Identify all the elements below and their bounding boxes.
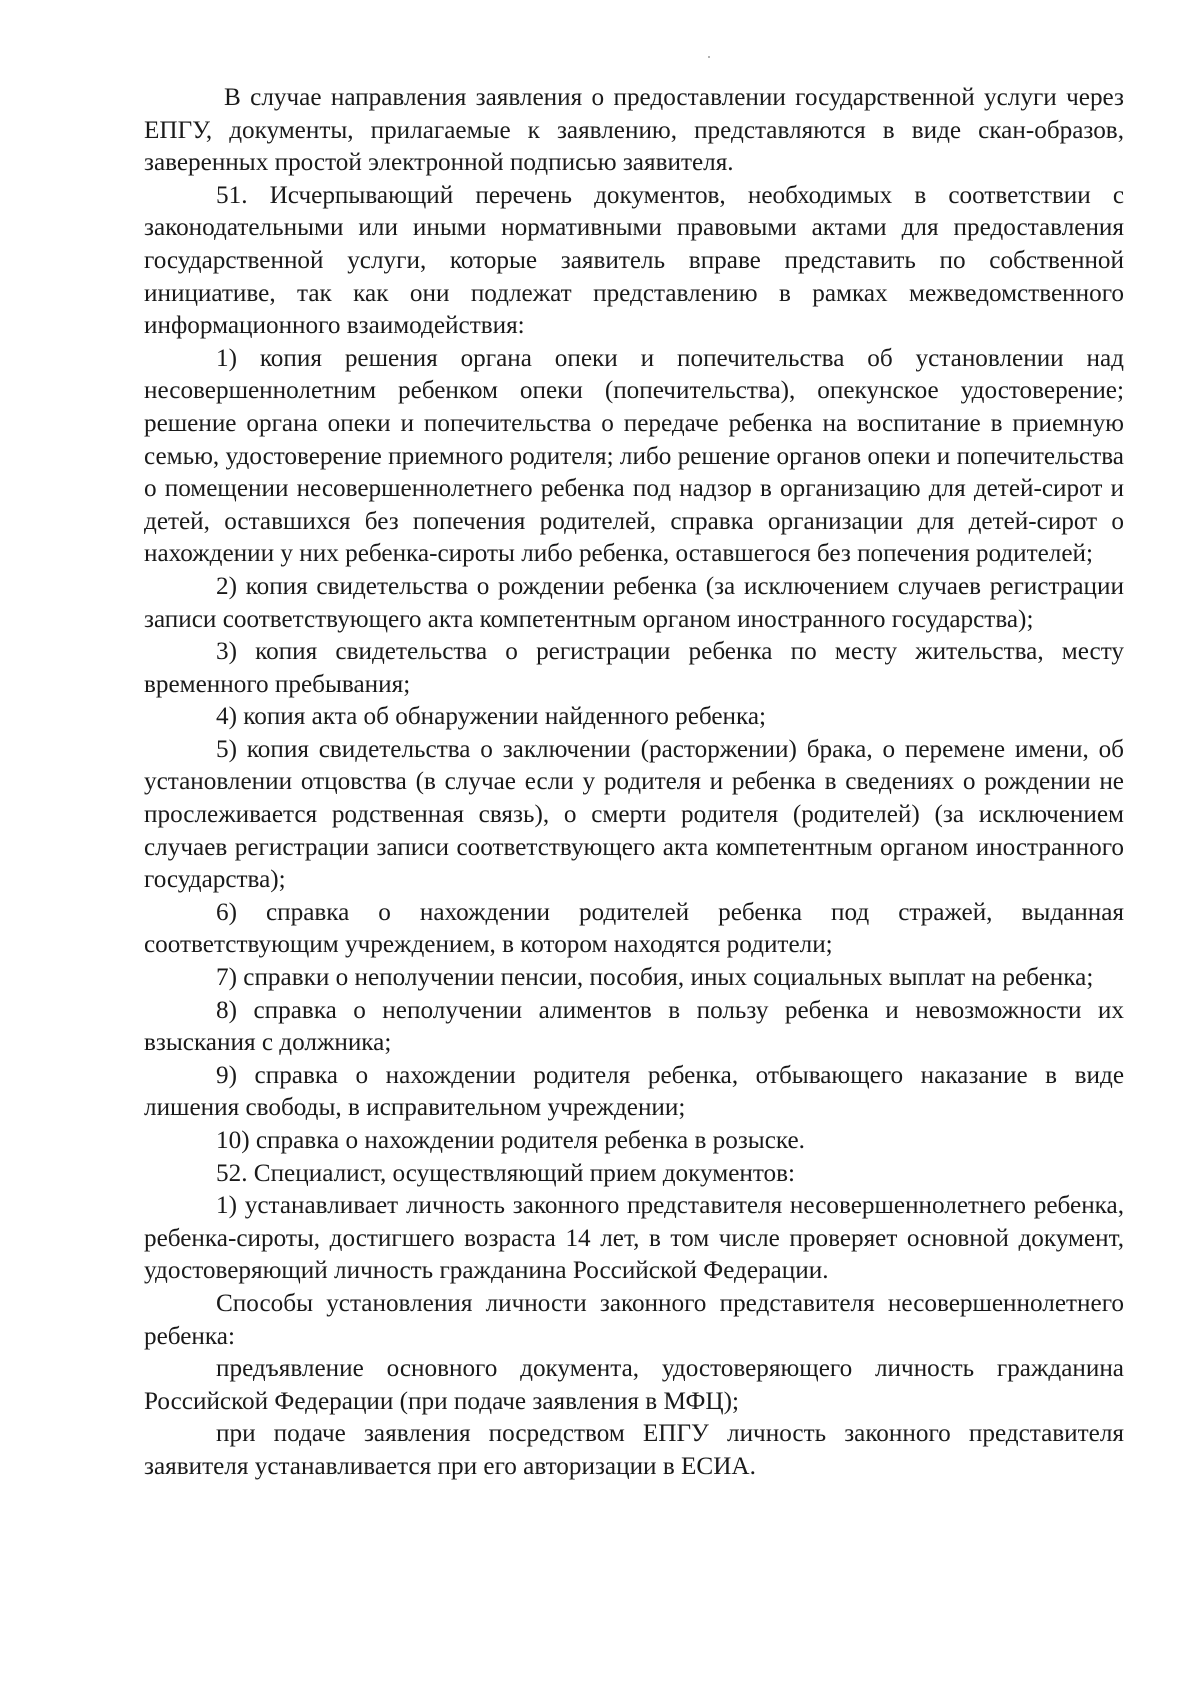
paragraph-mfc-method: предъявление основного документа, удостоверяющего личность гражданина Российской Федерации (при подаче заявления в МФЦ); <box>144 1355 1124 1415</box>
paragraph-identity-methods: Способы установления личности законного представителя несовершеннолетнего ребенка: <box>144 1289 1124 1350</box>
list-item-5-marriage-certificate: 5) копия свидетельства о заключении (расторжении) брака, о перемене имени, об установлении отцовства (в случае если у родителя и ребенка в сведениях о рождении не прослеживается родственная связь), о смерти родителя (родителей) (за исключением случаев регистрации записи соответствующего акта компетентным органом иностранного государства); <box>144 735 1124 894</box>
list-item-9-imprisonment: 9) справка о нахождении родителя ребенка, отбывающего наказание в виде лишения свободы, в исправительном учреждении; <box>144 1061 1124 1122</box>
list-item-6-custody: 6) справка о нахождении родителей ребенка под стражей, выданная соответствующим учреждением, в котором находятся родители; <box>144 898 1124 959</box>
list-item-7-pension: 7) справки о неполучении пенсии, пособия, иных социальных выплат на ребенка; <box>216 964 1094 992</box>
paragraph-epgu-scans: В случае направления заявления о предоставлении государственной услуги через ЕПГУ, документы, прилагаемые к заявлению, представляются в виде скан-образов, заверенных простой электронной подписью заявителя. <box>144 84 1124 177</box>
specialist-item-1-identity: 1) устанавливает личность законного представителя несовершеннолетнего ребенка, ребенка-сироты, достигшего возраста 14 лет, в том числе проверяет основной документ, удостоверяющий личность гражданина Российской Федерации. <box>144 1192 1124 1285</box>
list-item-3-registration: 3) копия свидетельства о регистрации ребенка по месту жительства, месту временного пребывания; <box>144 638 1124 698</box>
paragraph-epgu-method: при подаче заявления посредством ЕПГУ личность законного представителя заявителя устанавливается при его авторизации в ЕСИА. <box>144 1420 1124 1480</box>
list-item-4-found-child: 4) копия акта об обнаружении найденного ребенка; <box>216 703 767 731</box>
scan-speck <box>708 56 710 58</box>
list-item-8-alimony: 8) справка о неполучении алиментов в пользу ребенка и невозможности их взыскания с должника; <box>144 996 1124 1057</box>
paragraph-52-specialist: 52. Специалист, осуществляющий прием документов: <box>216 1159 796 1187</box>
list-item-1-guardianship: 1) копия решения органа опеки и попечительства об установлении над несовершеннолетним ребенком опеки (попечительства), опекунское удостоверение; решение органа опеки и попечительства о передаче ребенка на воспитание в приемную семью, удостоверение приемного родителя; либо решение органов опеки и попечительства о помещении несовершеннолетнего ребенка под надзор в организацию для детей-сирот и детей, оставшихся без попечения родителей, справка организации для детей-сирот о нахождении у них ребенка-сироты либо ребенка, оставшегося без попечения родителей; <box>144 344 1124 568</box>
paragraph-51-list-intro: 51. Исчерпывающий перечень документов, необходимых в соответствии с законодательными или иными нормативными правовыми актами для предоставления государственной услуги, которые заявитель вправе представить по собственной инициативе, так как они подлежат представлению в рамках межведомственного информационного взаимодействия: <box>144 181 1124 340</box>
document-page <box>144 82 1124 1484</box>
list-item-10-wanted: 10) справка о нахождении родителя ребенка в розыске. <box>216 1127 805 1154</box>
list-item-2-birth-certificate: 2) копия свидетельства о рождении ребенка (за исключением случаев регистрации записи соответствующего акта компетентным органом иностранного государства); <box>144 572 1124 633</box>
